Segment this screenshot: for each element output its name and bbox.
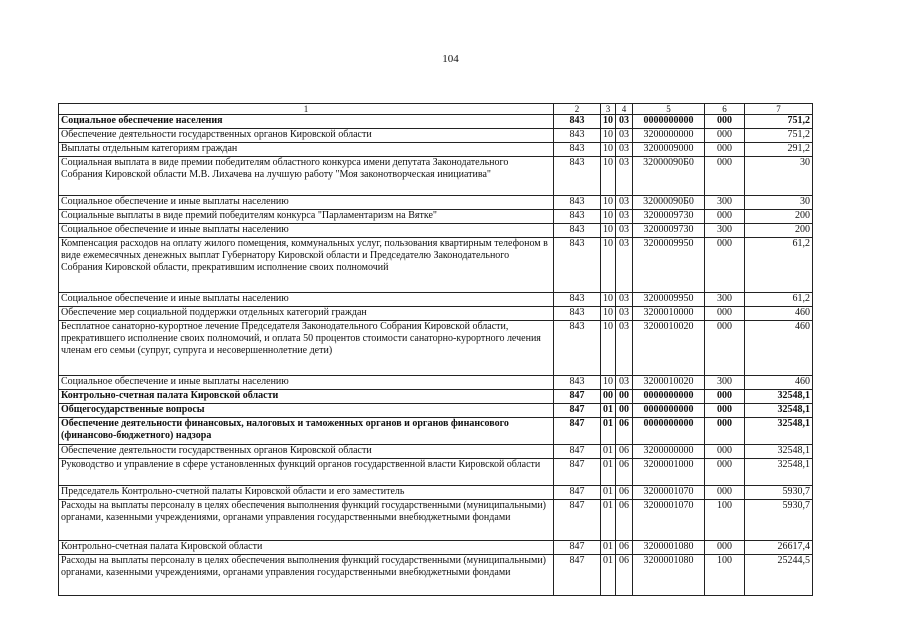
subsection-code-cell: 03 <box>616 307 633 321</box>
section-code-cell: 01 <box>601 404 616 418</box>
subsection-code-cell: 03 <box>616 293 633 307</box>
admin-code-cell: 847 <box>554 418 601 445</box>
table-row <box>59 486 813 500</box>
row-name-cell: Социальное обеспечение населения <box>59 115 554 129</box>
amount-cell: 460 <box>745 307 813 321</box>
header-cell: 2 <box>554 104 601 115</box>
expense-type-cell: 300 <box>705 376 745 390</box>
row-name-cell: Обеспечение деятельности государственных органов Кировской области <box>59 445 554 459</box>
section-code-cell: 10 <box>601 376 616 390</box>
target-article-cell: 3200009950 <box>633 293 705 307</box>
header-cell: 7 <box>745 104 813 115</box>
header-cell: 3 <box>601 104 616 115</box>
subsection-code-cell: 03 <box>616 196 633 210</box>
subsection-code-cell: 06 <box>616 555 633 596</box>
admin-code-cell: 843 <box>554 293 601 307</box>
expense-type-cell: 000 <box>705 404 745 418</box>
row-name-cell: Социальное обеспечение и иные выплаты населению <box>59 293 554 307</box>
amount-cell: 291,2 <box>745 143 813 157</box>
row-name-cell: Бесплатное санаторно-курортное лечение Председателя Законодательного Собрания Кировской области, прекратившего исполнение своих полномочий, и оплата 50 процентов стоимости санаторно-курортного лечения членам его семьи (супруг, супруга и несовершеннолетние дети) <box>59 321 554 376</box>
table-row <box>59 418 813 445</box>
section-code-cell: 01 <box>601 541 616 555</box>
table-row <box>59 143 813 157</box>
target-article-cell: 3200001070 <box>633 486 705 500</box>
row-name-cell: Выплаты отдельным категориям граждан <box>59 143 554 157</box>
target-article-cell: 0000000000 <box>633 115 705 129</box>
amount-cell: 32548,1 <box>745 459 813 486</box>
target-article-cell: 3200009730 <box>633 224 705 238</box>
subsection-code-cell: 03 <box>616 157 633 196</box>
target-article-cell: 3200001080 <box>633 541 705 555</box>
expense-type-cell: 000 <box>705 459 745 486</box>
admin-code-cell: 843 <box>554 376 601 390</box>
row-name-cell: Председатель Контрольно-счетной палаты Кировской области и его заместитель <box>59 486 554 500</box>
target-article-cell: 3200009950 <box>633 238 705 293</box>
target-article-cell: 0000000000 <box>633 418 705 445</box>
section-code-cell: 01 <box>601 555 616 596</box>
row-name-cell: Социальное обеспечение и иные выплаты населению <box>59 224 554 238</box>
target-article-cell: 32000090Б0 <box>633 196 705 210</box>
amount-cell: 5930,7 <box>745 500 813 541</box>
subsection-code-cell: 06 <box>616 418 633 445</box>
admin-code-cell: 847 <box>554 541 601 555</box>
expense-type-cell: 000 <box>705 129 745 143</box>
expense-type-cell: 000 <box>705 307 745 321</box>
section-code-cell: 10 <box>601 143 616 157</box>
admin-code-cell: 843 <box>554 307 601 321</box>
target-article-cell: 3200001080 <box>633 555 705 596</box>
section-code-cell: 10 <box>601 238 616 293</box>
header-cell: 5 <box>633 104 705 115</box>
subsection-code-cell: 06 <box>616 541 633 555</box>
subsection-code-cell: 03 <box>616 143 633 157</box>
admin-code-cell: 843 <box>554 129 601 143</box>
target-article-cell: 3200009000 <box>633 143 705 157</box>
admin-code-cell: 847 <box>554 445 601 459</box>
table-row <box>59 500 813 541</box>
amount-cell: 30 <box>745 196 813 210</box>
section-code-cell: 10 <box>601 196 616 210</box>
target-article-cell: 0000000000 <box>633 390 705 404</box>
table-row <box>59 541 813 555</box>
row-name-cell: Социальное обеспечение и иные выплаты населению <box>59 376 554 390</box>
amount-cell: 61,2 <box>745 238 813 293</box>
amount-cell: 32548,1 <box>745 404 813 418</box>
admin-code-cell: 847 <box>554 500 601 541</box>
expense-type-cell: 000 <box>705 210 745 224</box>
target-article-cell: 3200001000 <box>633 459 705 486</box>
admin-code-cell: 847 <box>554 555 601 596</box>
admin-code-cell: 843 <box>554 143 601 157</box>
section-code-cell: 01 <box>601 459 616 486</box>
expense-type-cell: 000 <box>705 115 745 129</box>
target-article-cell: 32000090Б0 <box>633 157 705 196</box>
amount-cell: 460 <box>745 376 813 390</box>
target-article-cell: 3200000000 <box>633 129 705 143</box>
row-name-cell: Компенсация расходов на оплату жилого помещения, коммунальных услуг, пользования квартирным телефоном в виде ежемесячных денежных выплат Губернатору Кировской области и Председателю Законодательного Собрания Кировской области, прекратившим исполнение своих полномочий <box>59 238 554 293</box>
header-cell: 4 <box>616 104 633 115</box>
header-cell: 1 <box>59 104 554 115</box>
table-row <box>59 210 813 224</box>
admin-code-cell: 847 <box>554 459 601 486</box>
table-row <box>59 196 813 210</box>
expense-type-cell: 300 <box>705 224 745 238</box>
row-name-cell: Расходы на выплаты персоналу в целях обеспечения выполнения функций государственными (муниципальными) органами, казенными учреждениями, органами управления государственными внебюджетными фондами <box>59 500 554 541</box>
expense-type-cell: 300 <box>705 293 745 307</box>
row-name-cell: Обеспечение деятельности государственных органов Кировской области <box>59 129 554 143</box>
section-code-cell: 10 <box>601 224 616 238</box>
table-row <box>59 321 813 376</box>
target-article-cell: 3200001070 <box>633 500 705 541</box>
target-article-cell: 0000000000 <box>633 404 705 418</box>
amount-cell: 25244,5 <box>745 555 813 596</box>
section-code-cell: 10 <box>601 307 616 321</box>
expense-type-cell: 000 <box>705 238 745 293</box>
row-name-cell: Социальная выплата в виде премии победителям областного конкурса имени депутата Законодательного Собрания Кировской области М.В. Лихачева на лучшую работу "Моя законотворческая инициатива" <box>59 157 554 196</box>
expense-type-cell: 000 <box>705 143 745 157</box>
amount-cell: 61,2 <box>745 293 813 307</box>
expense-type-cell: 000 <box>705 321 745 376</box>
expense-type-cell: 000 <box>705 390 745 404</box>
amount-cell: 32548,1 <box>745 418 813 445</box>
subsection-code-cell: 06 <box>616 445 633 459</box>
table-row <box>59 157 813 196</box>
subsection-code-cell: 00 <box>616 404 633 418</box>
section-code-cell: 10 <box>601 210 616 224</box>
target-article-cell: 3200000000 <box>633 445 705 459</box>
amount-cell: 32548,1 <box>745 445 813 459</box>
row-name-cell: Контрольно-счетная палата Кировской области <box>59 390 554 404</box>
target-article-cell: 3200010020 <box>633 321 705 376</box>
subsection-code-cell: 06 <box>616 486 633 500</box>
admin-code-cell: 843 <box>554 115 601 129</box>
table-row <box>59 293 813 307</box>
row-name-cell: Социальное обеспечение и иные выплаты населению <box>59 196 554 210</box>
subsection-code-cell: 03 <box>616 115 633 129</box>
section-code-cell: 10 <box>601 129 616 143</box>
section-code-cell: 01 <box>601 486 616 500</box>
row-name-cell: Социальные выплаты в виде премий победителям конкурса "Парламентаризм на Вятке" <box>59 210 554 224</box>
budget-table-body <box>59 104 813 596</box>
table-row <box>59 404 813 418</box>
table-row <box>59 115 813 129</box>
amount-cell: 30 <box>745 157 813 196</box>
section-code-cell: 00 <box>601 390 616 404</box>
admin-code-cell: 843 <box>554 157 601 196</box>
table-row <box>59 390 813 404</box>
amount-cell: 460 <box>745 321 813 376</box>
table-row <box>59 459 813 486</box>
expense-type-cell: 100 <box>705 500 745 541</box>
table-row <box>59 129 813 143</box>
amount-cell: 751,2 <box>745 115 813 129</box>
admin-code-cell: 843 <box>554 238 601 293</box>
section-code-cell: 01 <box>601 500 616 541</box>
row-name-cell: Обеспечение мер социальной поддержки отдельных категорий граждан <box>59 307 554 321</box>
row-name-cell: Руководство и управление в сфере установленных функций органов государственной власти Кировской области <box>59 459 554 486</box>
table-row <box>59 445 813 459</box>
amount-cell: 26617,4 <box>745 541 813 555</box>
row-name-cell: Обеспечение деятельности финансовых, налоговых и таможенных органов и органов финансового (финансово-бюджетного) надзора <box>59 418 554 445</box>
table-row <box>59 376 813 390</box>
amount-cell: 200 <box>745 210 813 224</box>
amount-cell: 200 <box>745 224 813 238</box>
subsection-code-cell: 03 <box>616 321 633 376</box>
expense-type-cell: 000 <box>705 418 745 445</box>
expense-type-cell: 300 <box>705 196 745 210</box>
admin-code-cell: 847 <box>554 486 601 500</box>
expense-type-cell: 000 <box>705 157 745 196</box>
table-row <box>59 224 813 238</box>
expense-type-cell: 100 <box>705 555 745 596</box>
section-code-cell: 01 <box>601 445 616 459</box>
subsection-code-cell: 03 <box>616 129 633 143</box>
section-code-cell: 10 <box>601 321 616 376</box>
subsection-code-cell: 03 <box>616 376 633 390</box>
admin-code-cell: 847 <box>554 390 601 404</box>
budget-table <box>58 103 813 596</box>
admin-code-cell: 843 <box>554 224 601 238</box>
row-name-cell: Общегосударственные вопросы <box>59 404 554 418</box>
section-code-cell: 10 <box>601 157 616 196</box>
subsection-code-cell: 03 <box>616 224 633 238</box>
admin-code-cell: 847 <box>554 404 601 418</box>
target-article-cell: 3200010020 <box>633 376 705 390</box>
page-number: 104 <box>442 53 459 65</box>
section-code-cell: 10 <box>601 293 616 307</box>
subsection-code-cell: 03 <box>616 238 633 293</box>
row-name-cell: Расходы на выплаты персоналу в целях обеспечения выполнения функций государственными (муниципальными) органами, казенными учреждениями, органами управления государственными внебюджетными фондами <box>59 555 554 596</box>
header-cell: 6 <box>705 104 745 115</box>
table-row <box>59 238 813 293</box>
admin-code-cell: 843 <box>554 210 601 224</box>
section-code-cell: 01 <box>601 418 616 445</box>
row-name-cell: Контрольно-счетная палата Кировской области <box>59 541 554 555</box>
subsection-code-cell: 00 <box>616 390 633 404</box>
expense-type-cell: 000 <box>705 541 745 555</box>
amount-cell: 751,2 <box>745 129 813 143</box>
subsection-code-cell: 03 <box>616 210 633 224</box>
section-code-cell: 10 <box>601 115 616 129</box>
admin-code-cell: 843 <box>554 321 601 376</box>
subsection-code-cell: 06 <box>616 500 633 541</box>
expense-type-cell: 000 <box>705 486 745 500</box>
target-article-cell: 3200009730 <box>633 210 705 224</box>
table-row <box>59 555 813 596</box>
target-article-cell: 3200010000 <box>633 307 705 321</box>
table-row <box>59 307 813 321</box>
table-header-row <box>59 104 813 115</box>
admin-code-cell: 843 <box>554 196 601 210</box>
amount-cell: 32548,1 <box>745 390 813 404</box>
subsection-code-cell: 06 <box>616 459 633 486</box>
amount-cell: 5930,7 <box>745 486 813 500</box>
expense-type-cell: 000 <box>705 445 745 459</box>
